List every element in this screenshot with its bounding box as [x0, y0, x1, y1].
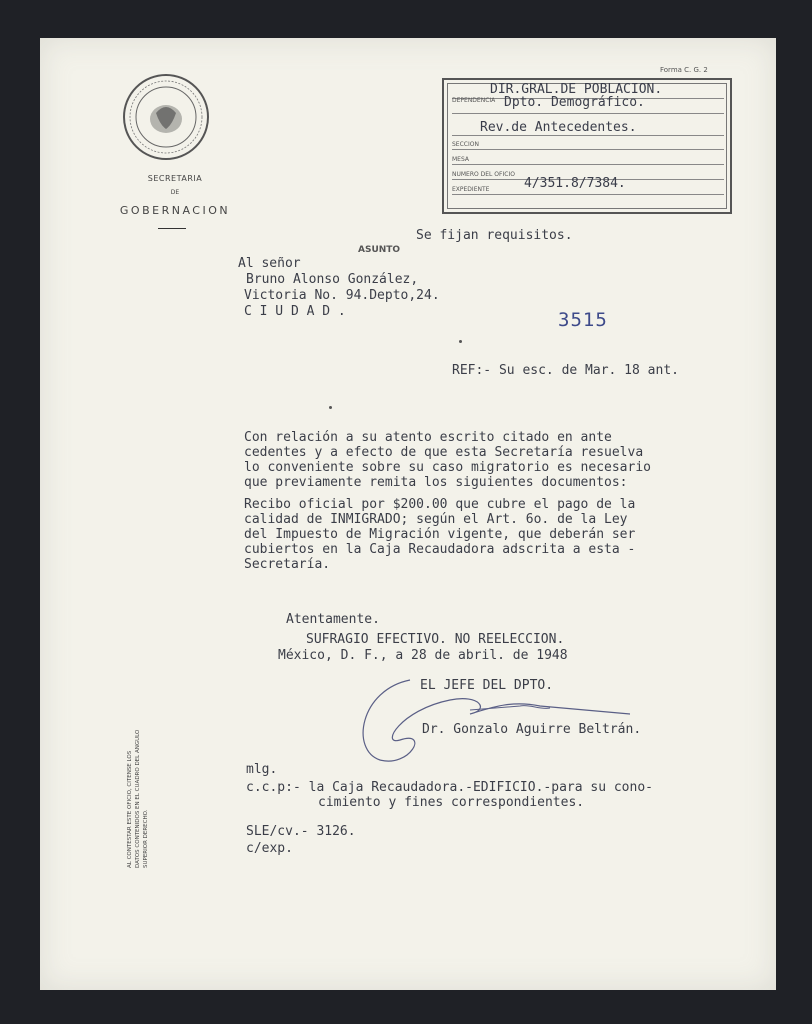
signatory-title: EL JEFE DEL DPTO.	[420, 678, 554, 693]
department-line-1: SECRETARIA	[147, 174, 203, 183]
file-reference-1: SLE/cv.- 3126.	[246, 824, 356, 839]
body2-line-3: del Impuesto de Migración vigente, que deberán ser	[244, 527, 636, 542]
reference-line: REF:- Su esc. de Mar. 18 ant.	[452, 363, 679, 378]
recipient-salutation: Al señor	[238, 256, 301, 271]
direction-text: DIR.GRAL.DE POBLACION.	[490, 82, 663, 97]
body2-line-1: Recibo oficial por $200.00 que cubre el pago de la	[244, 497, 636, 512]
sidenote-line-2: DATOS CONTENIDOS EN EL CUADRO DEL ANGULO	[135, 729, 141, 868]
side-instruction-note	[126, 668, 150, 868]
reference-box	[442, 78, 732, 214]
coat-of-arms-seal-icon	[122, 73, 210, 161]
sidenote-line-3: SUPERIOR DERECHO.	[143, 809, 149, 868]
closing-place-date: México, D. F., a 28 de abril. de 1948	[278, 648, 568, 663]
divider	[158, 228, 186, 229]
asunto-label: ASUNTO	[358, 245, 401, 255]
seccion-label: SECCION	[452, 141, 479, 148]
closing-motto: SUFRAGIO EFECTIVO. NO REELECCION.	[306, 632, 565, 647]
body1-line-3: lo conveniente sobre su caso migratorio es necesario	[244, 460, 651, 475]
cc-line-1: c.c.p:- la Caja Recaudadora.-EDIFICIO.-para su cono-	[246, 780, 653, 795]
body1-line-1: Con relación a su atento escrito citado en ante	[244, 430, 612, 445]
file-reference-2: c/exp.	[246, 841, 293, 856]
dependencia-value: Dpto. Demográfico.	[504, 95, 645, 110]
department-line-2: DE	[170, 189, 180, 196]
expediente-value: 4/351.8/7384.	[524, 176, 626, 191]
signatory-name: Dr. Gonzalo Aguirre Beltrán.	[422, 722, 642, 737]
recipient-address: Victoria No. 94.Depto,24.	[244, 288, 440, 303]
handwritten-signature-icon	[340, 670, 660, 770]
recipient-city: C I U D A D .	[244, 304, 346, 319]
numero-label: NUMERO DEL OFICIO	[452, 171, 515, 178]
sidenote-line-1: AL CONTESTAR ESTE OFICIO, CITENSE LOS	[127, 750, 133, 868]
body2-line-5: Secretaría.	[244, 557, 331, 572]
typist-initials: mlg.	[246, 762, 278, 777]
form-code: Forma C. G. 2	[660, 66, 708, 74]
expediente-label: EXPEDIENTE	[452, 186, 490, 193]
mesa-label: MESA	[452, 156, 469, 163]
stamped-number: 3515	[558, 309, 608, 331]
document-page	[40, 38, 776, 990]
body-paragraph-2	[244, 497, 704, 572]
body2-line-2: calidad de INMIGRADO; según el Art. 6o. de la Ley	[244, 512, 628, 527]
department-name: GOBERNACION	[119, 204, 231, 217]
dependencia-label: DEPENDENCIA	[452, 97, 496, 104]
closing-atentamente: Atentamente.	[286, 612, 380, 627]
cc-line-2: cimiento y fines correspondientes.	[318, 795, 585, 810]
body1-line-2: cedentes y a efecto de que esta Secretaría resuelva	[244, 445, 644, 460]
asunto-text: Se fijan requisitos.	[416, 228, 573, 243]
body1-line-4: que previamente remita los siguientes documentos:	[244, 475, 628, 490]
body-paragraph-1	[244, 430, 704, 490]
body2-line-4: cubiertos en la Caja Recaudadora adscrita a esta -	[244, 542, 636, 557]
revision-text: Rev.de Antecedentes.	[480, 120, 637, 135]
recipient-name: Bruno Alonso González,	[246, 272, 419, 287]
